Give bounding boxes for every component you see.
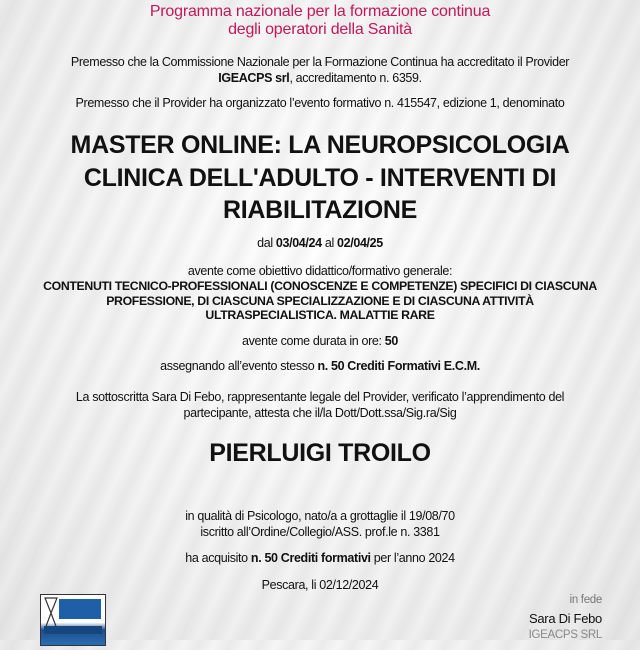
details-2: iscritto all’Ordine/Collegio/ASS. prof.le n. 3381 — [200, 525, 440, 539]
certification-logo — [40, 594, 106, 646]
signatory-company: IGEACPS SRL — [528, 629, 602, 641]
duration: avente come durata in ore: 50 — [242, 334, 398, 348]
objective-line-3: ULTRASPECIALISTICA. MALATTIE RARE — [205, 308, 435, 322]
in-fede: in fede — [569, 594, 602, 606]
credits: assegnando all’evento stesso n. 50 Crediti Formativi E.C.M. — [160, 359, 480, 373]
event-dates: dal 03/04/24 al 02/04/25 — [257, 236, 383, 250]
provider-name: IGEACPS srl — [218, 71, 290, 85]
event-title-3: RIABILITAZIONE — [223, 196, 417, 224]
signatory-name: Sara Di Febo — [529, 611, 602, 626]
premise-2: Premesso che il Provider ha organizzato l’evento formativo n. 415547, edizione 1, denominato — [75, 96, 565, 110]
objective-line-1: CONTENUTI TECNICO-PROFESSIONALI (CONOSCENZE E COMPETENZE) SPECIFICI DI CIASCUNA — [43, 279, 597, 293]
accreditation: , accreditamento n. 6359. — [289, 71, 422, 85]
place-date: Pescara, li 02/12/2024 — [261, 578, 379, 592]
objective-label: avente come obiettivo didattico/formativo generale: — [187, 264, 453, 278]
hourglass-icon — [41, 595, 105, 645]
event-title-1: MASTER ONLINE: LA NEUROPSICOLOGIA — [70, 131, 570, 159]
objective-line-2: PROFESSIONE, DI CIASCUNA SPECIALIZZAZIONE E DI CIASCUNA ATTIVITÀ — [106, 294, 534, 308]
attestation-2: partecipante, attesta che il/la Dott/Dott.ssa/Sig.ra/Sig — [183, 406, 457, 420]
participant-name: PIERLUIGI TROILO — [209, 439, 431, 467]
acquired-credits: ha acquisito n. 50 Crediti formativi per l’anno 2024 — [185, 551, 455, 565]
header-line-2: degli operatori della Sanità — [228, 21, 412, 38]
premise-1-cont — [0, 70, 640, 86]
details-1: in qualità di Psicologo, nato/a a grottaglie il 19/08/70 — [185, 509, 455, 523]
event-title-2: CLINICA DELL'ADULTO - INTERVENTI DI — [83, 164, 557, 192]
attestation-1: La sottoscritta Sara Di Febo, rappresentante legale del Provider, verificato l’apprendimento del — [75, 390, 565, 404]
premise-1: Premesso che la Commissione Nazionale per la Formazione Continua ha accreditato il Provider — [70, 55, 570, 69]
header-line-1: Programma nazionale per la formazione continua — [149, 3, 491, 20]
